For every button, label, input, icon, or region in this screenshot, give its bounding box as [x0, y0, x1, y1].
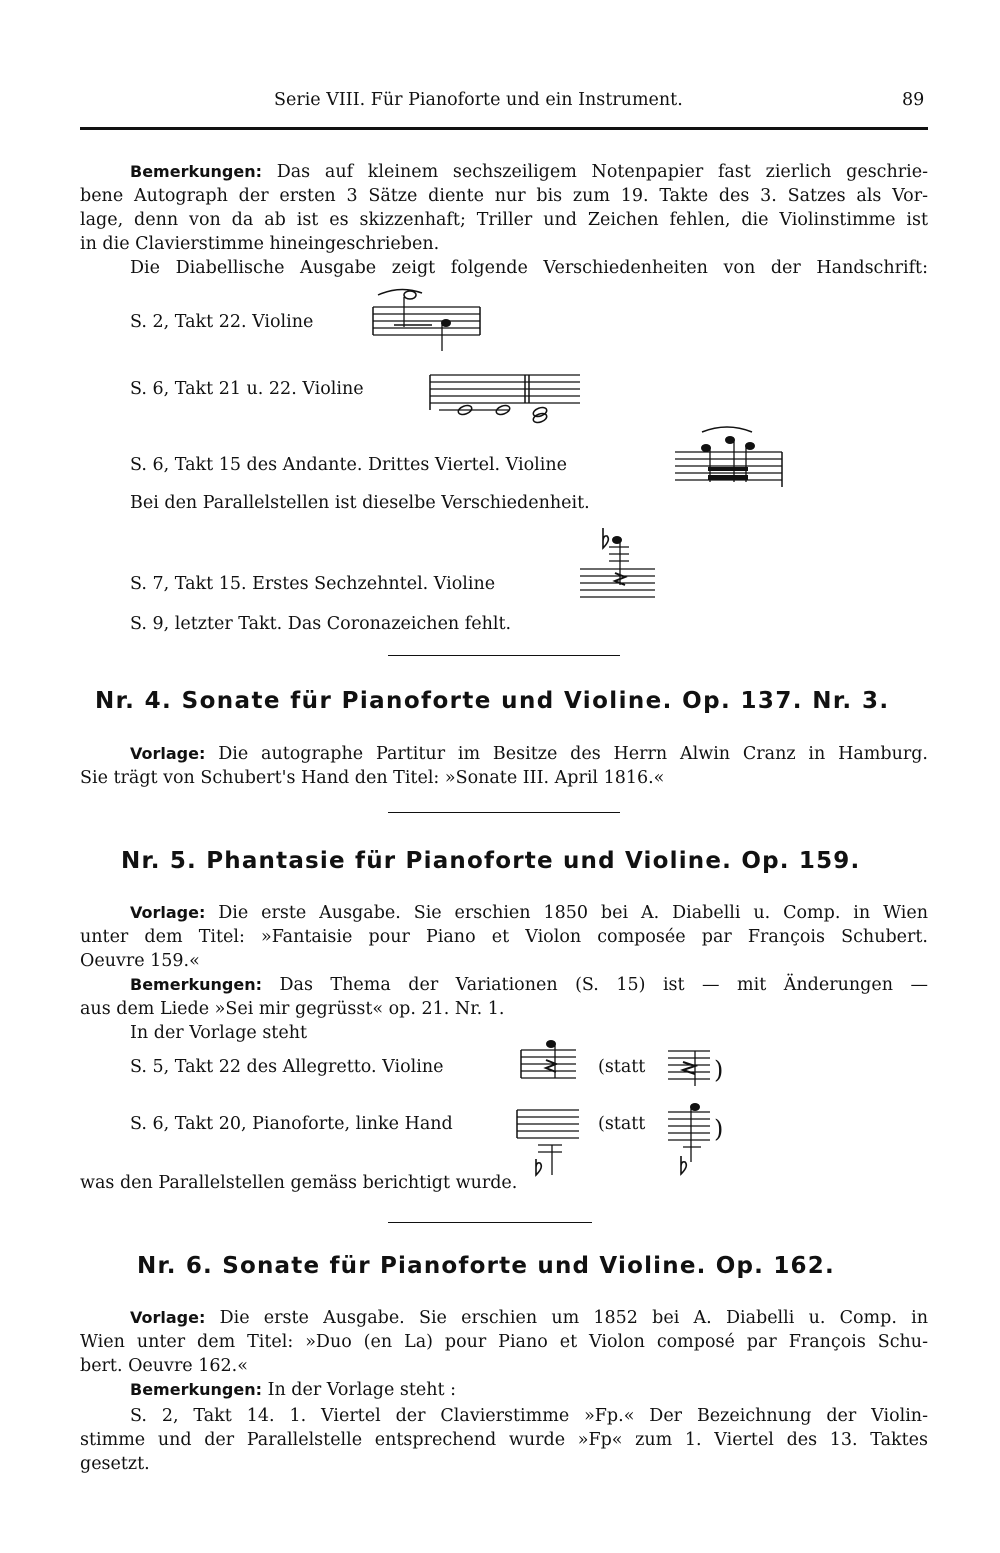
music-example-4: [575, 525, 660, 615]
nr4-source-line-1: [130, 742, 928, 766]
nr5-remarks-text: Das Thema der Variationen (S. 15) ist — mit Änderungen —: [279, 975, 928, 995]
page-number: 89: [902, 90, 925, 110]
variant-s7: S. 7, Takt 15. Erstes Sechzehntel. Violine: [130, 574, 496, 594]
nr5-source-line-3: Oeuvre 159.«: [80, 951, 200, 971]
music-example-6: [665, 1046, 715, 1091]
nr5-source-text: Die erste Ausgabe. Sie erschien 1850 bei A. Diabelli u. Comp. in Wien: [218, 903, 928, 923]
nr5-remarks-line-1: [130, 973, 928, 997]
nr4-source-text: Die autographe Partitur im Besitze des Herrn Alwin Cranz in Hamburg.: [218, 744, 928, 764]
nr5-statt-1: (statt: [598, 1057, 646, 1077]
nr6-remarks-line-1: [130, 1378, 456, 1402]
nr6-remarks-label: Bemerkungen:: [130, 1380, 262, 1399]
music-example-7: [514, 1105, 584, 1180]
nr6-source-line-1: [130, 1306, 928, 1330]
nr5-variant-1: S. 5, Takt 22 des Allegretto. Violine: [130, 1057, 444, 1077]
remarks-line-3: lage, denn von da ab ist es skizzenhaft; Triller und Zeichen fehlen, die Violinstimme ist: [80, 210, 928, 230]
nr5-source-line-1: [130, 901, 928, 925]
nr5-statt-2: (statt: [598, 1114, 646, 1134]
nr6-heading: Nr. 6. Sonate für Pianoforte und Violine. Op. 162.: [137, 1253, 835, 1279]
nr5-closing: was den Parallelstellen gemäss berichtigt wurde.: [80, 1173, 518, 1193]
nr6-source-line-3: bert. Oeuvre 162.«: [80, 1356, 248, 1376]
nr4-source-label: Vorlage:: [130, 744, 206, 763]
music-example-8: [665, 1100, 715, 1180]
nr5-close-paren-2: ): [714, 1115, 724, 1143]
nr4-heading: Nr. 4. Sonate für Pianoforte und Violine. Op. 137. Nr. 3.: [95, 688, 890, 714]
variant-s6-t21: S. 6, Takt 21 u. 22. Violine: [130, 379, 364, 399]
section-rule-2: [388, 812, 620, 813]
variant-s2: S. 2, Takt 22. Violine: [130, 312, 314, 332]
running-title: Serie VIII. Für Pianoforte und ein Instrument.: [274, 90, 683, 110]
nr5-remarks-label: Bemerkungen:: [130, 975, 262, 994]
nr6-remarks-intro: In der Vorlage steht :: [267, 1380, 457, 1400]
nr4-source-line-2: Sie trägt von Schubert's Hand den Titel: »Sonate III. April 1816.«: [80, 768, 665, 788]
section-rule-3: [388, 1222, 592, 1223]
music-example-1: [370, 285, 485, 355]
remarks-line-1: [130, 160, 928, 184]
music-example-5: [518, 1038, 580, 1093]
nr6-remarks-line-3: stimme und der Parallelstelle entsprechend wurde »Fp« zum 1. Viertel des 13. Taktes: [80, 1430, 928, 1450]
nr5-source-label: Vorlage:: [130, 903, 206, 922]
variant-s9: S. 9, letzter Takt. Das Coronazeichen fehlt.: [130, 614, 512, 634]
nr5-variant-2: S. 6, Takt 20, Pianoforte, linke Hand: [130, 1114, 453, 1134]
remarks-text: Das auf kleinem sechszeiligem Notenpapier fast zierlich geschrie-: [276, 162, 928, 182]
music-example-3: [672, 420, 787, 495]
remarks-line-4: in die Clavierstimme hineingeschrieben.: [80, 234, 440, 254]
parallel-note: Bei den Parallelstellen ist dieselbe Verschiedenheit.: [130, 493, 590, 513]
nr5-heading: Nr. 5. Phantasie für Pianoforte und Violine. Op. 159.: [121, 848, 861, 874]
variant-s6-t15: S. 6, Takt 15 des Andante. Drittes Viertel. Violine: [130, 455, 567, 475]
nr6-source-line-2: Wien unter dem Titel: »Duo (en La) pour Piano et Violon composé par François Schu-: [80, 1332, 928, 1352]
section-rule-1: [388, 655, 620, 656]
remarks-label: Bemerkungen:: [130, 162, 262, 181]
nr6-remarks-line-4: gesetzt.: [80, 1454, 150, 1474]
nr5-source-line-2: unter dem Titel: »Fantaisie pour Piano et Violon composée par François Schubert.: [80, 927, 928, 947]
nr6-source-text: Die erste Ausgabe. Sie erschien um 1852 bei A. Diabelli u. Comp. in: [219, 1308, 928, 1328]
header-rule: [80, 127, 928, 130]
remarks-line-2: bene Autograph der ersten 3 Sätze diente nur bis zum 19. Takte des 3. Satzes als Vor-: [80, 186, 928, 206]
nr6-remarks-line-2: S. 2, Takt 14. 1. Viertel der Clavierstimme »Fp.« Der Bezeichnung der Violin-: [130, 1406, 928, 1426]
diabelli-line: Die Diabellische Ausgabe zeigt folgende Verschiedenheiten von der Handschrift:: [130, 258, 928, 278]
nr5-remarks-line-2: aus dem Liede »Sei mir gegrüsst« op. 21. Nr. 1.: [80, 999, 505, 1019]
music-example-2: [425, 365, 585, 425]
nr5-in-vorlage: In der Vorlage steht: [130, 1023, 307, 1043]
nr6-source-label: Vorlage:: [130, 1308, 206, 1327]
nr5-close-paren-1: ): [714, 1056, 724, 1084]
